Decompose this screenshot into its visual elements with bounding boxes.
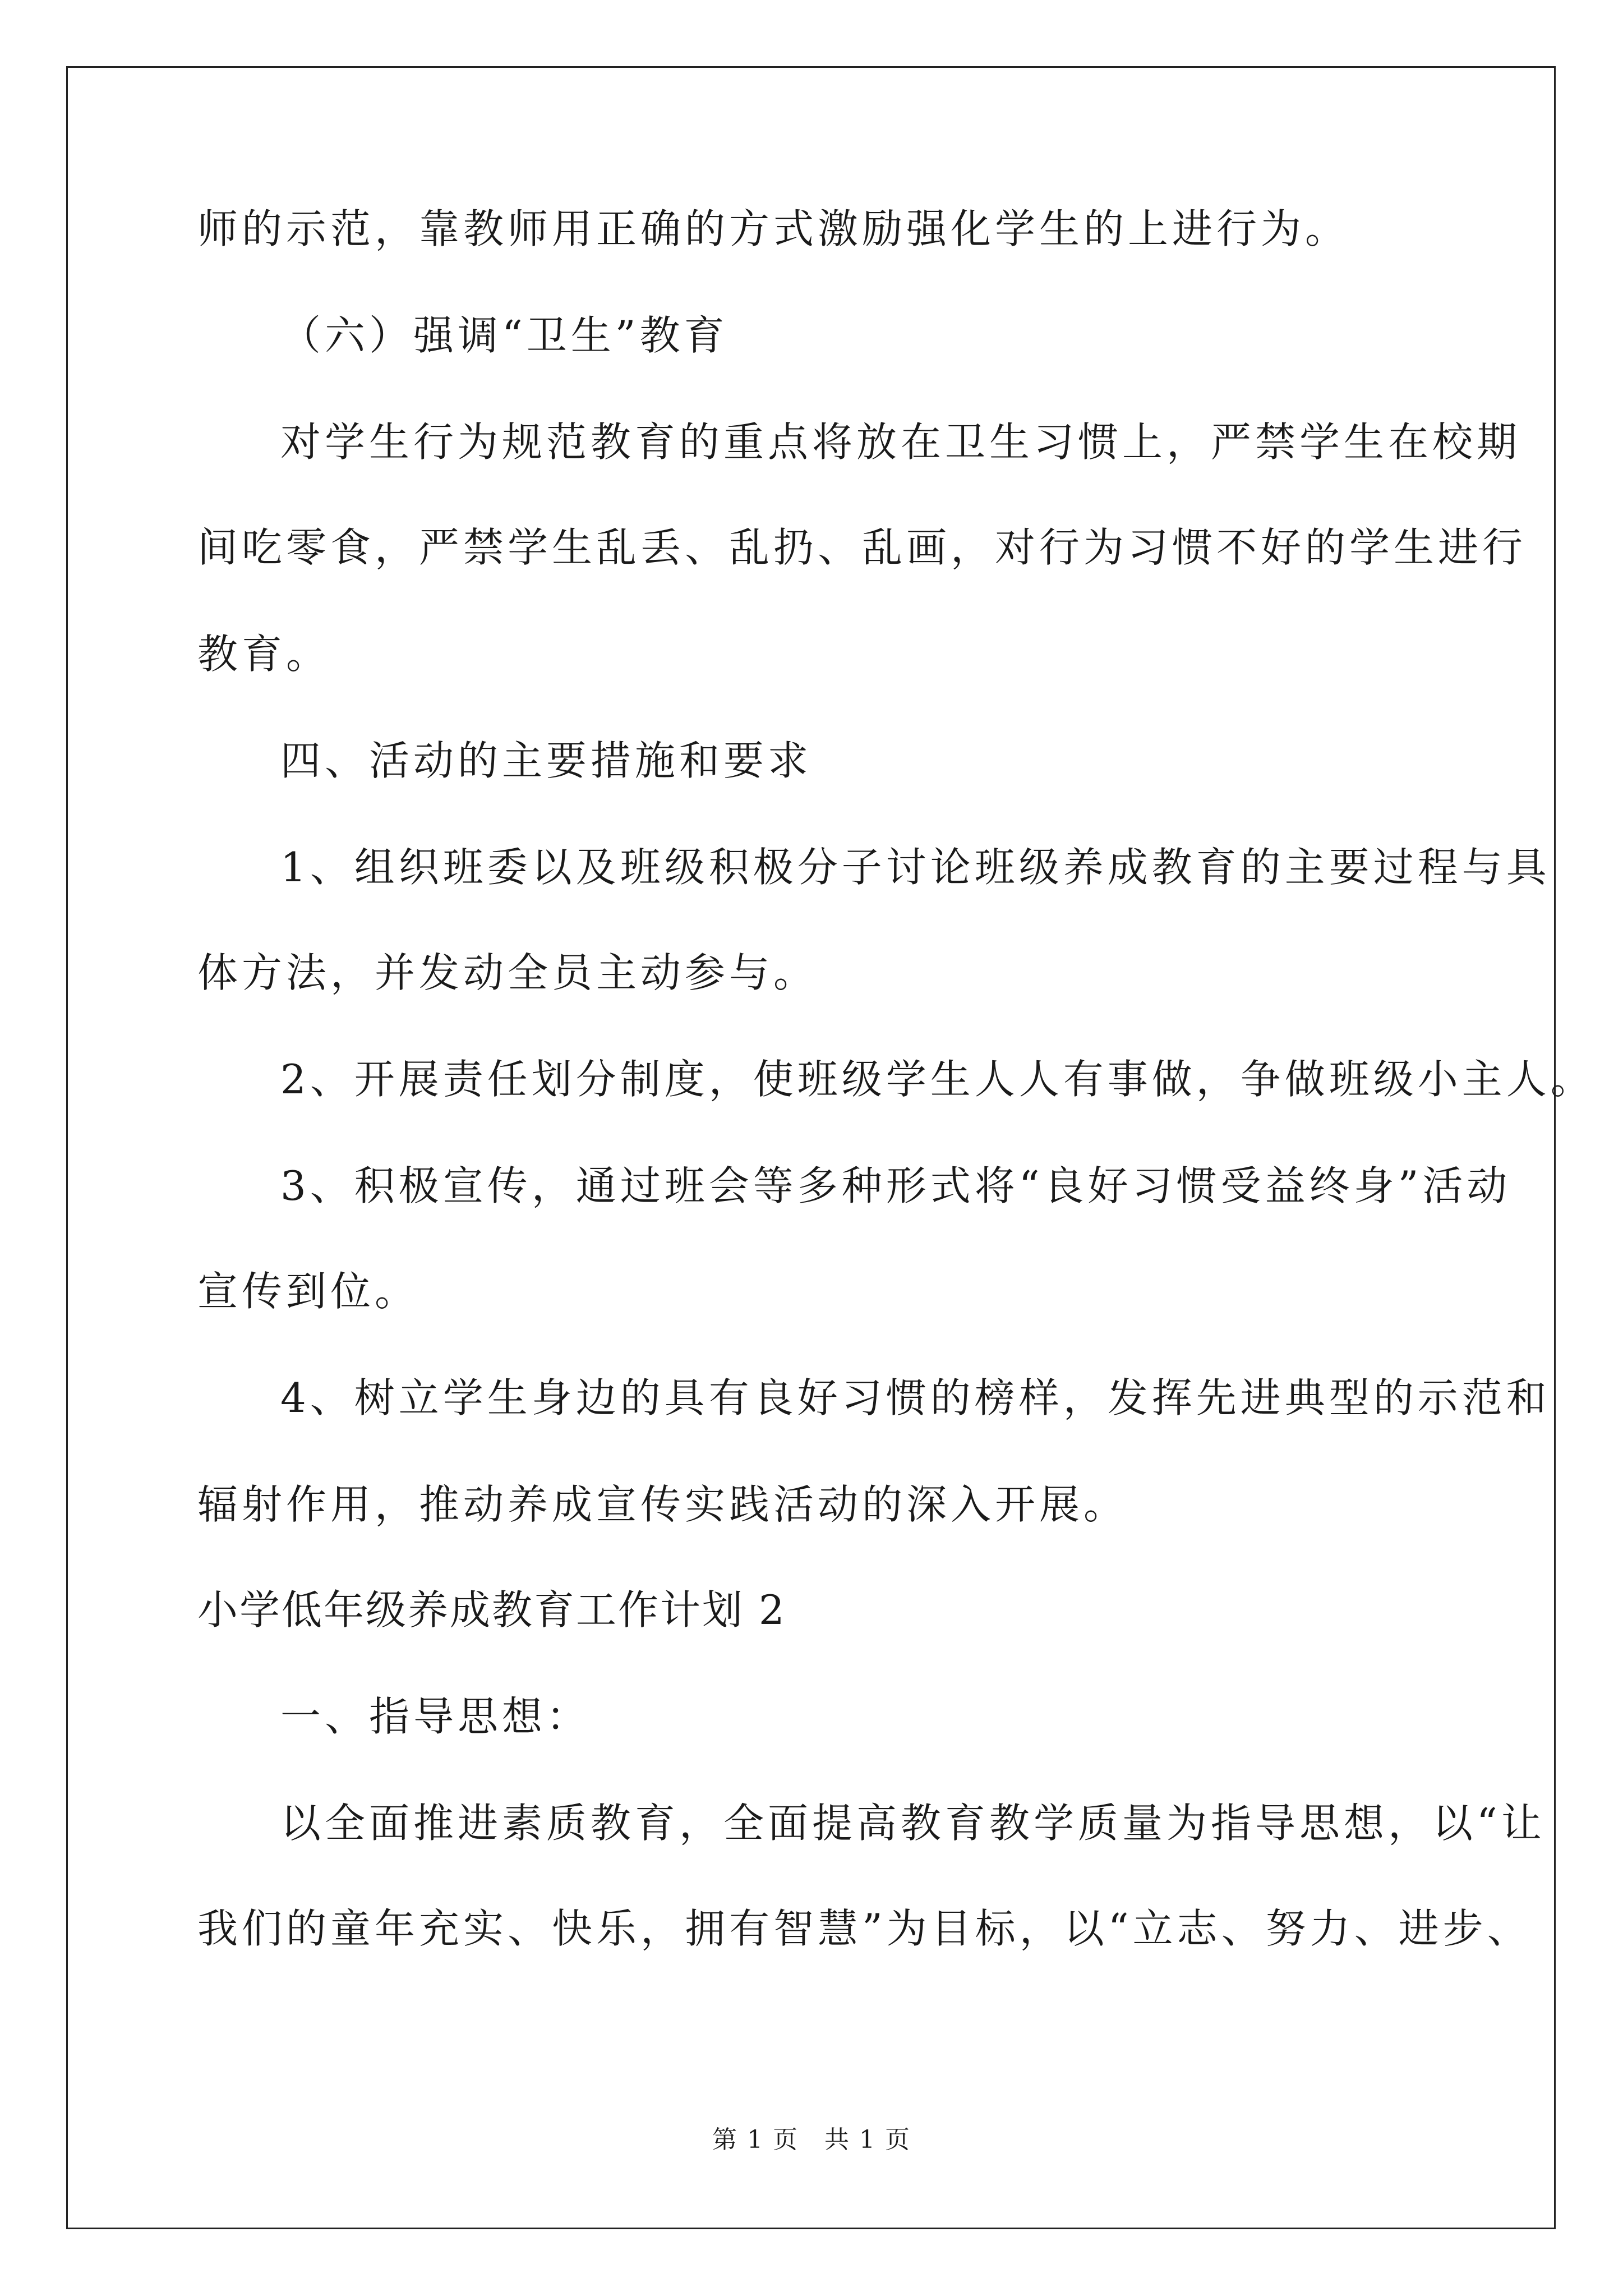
text-line: 宣传到位。 [197, 1268, 419, 1315]
text-line: 3、积极宣传，通过班会等多种形式将“良好习惯受益终身”活动 [280, 1162, 1511, 1209]
text-line: 1、组织班委以及班级积极分子讨论班级养成教育的主要过程与具 [280, 844, 1551, 891]
text-line: 2、开展责任划分制度，使班级学生人人有事做，争做班级小主人。 [280, 1056, 1595, 1103]
text-line: 教育。 [197, 631, 331, 678]
text-line: 体方法，并发动全员主动参与。 [197, 949, 818, 996]
section-heading: （六）强调“卫生”教育 [280, 312, 728, 359]
text-line: 间吃零食，严禁学生乱丢、乱扔、乱画，对行为习惯不好的学生进行 [197, 524, 1527, 571]
section-heading: 四、活动的主要措施和要求 [280, 737, 813, 784]
text-line: 对学生行为规范教育的重点将放在卫生习惯上，严禁学生在校期 [280, 418, 1521, 466]
text-line: 辐射作用，推动养成宣传实践活动的深入开展。 [197, 1481, 1128, 1528]
text-line: 师的示范，靠教师用正确的方式激励强化学生的上进行为。 [197, 205, 1350, 252]
text-line: 以全面推进素质教育，全面提高教育教学质量为指导思想，以“让 [280, 1800, 1546, 1847]
document-title: 小学低年级养成教育工作计划 2 [197, 1586, 786, 1634]
page-footer: 第 1 页 共 1 页 [712, 2125, 911, 2154]
text-line: 我们的童年充实、快乐，拥有智慧”为目标，以“立志、努力、进步、 [197, 1905, 1532, 1952]
text-line: 4、树立学生身边的具有良好习惯的榜样，发挥先进典型的示范和 [280, 1374, 1551, 1421]
section-heading: 一、指导思想： [280, 1693, 591, 1740]
